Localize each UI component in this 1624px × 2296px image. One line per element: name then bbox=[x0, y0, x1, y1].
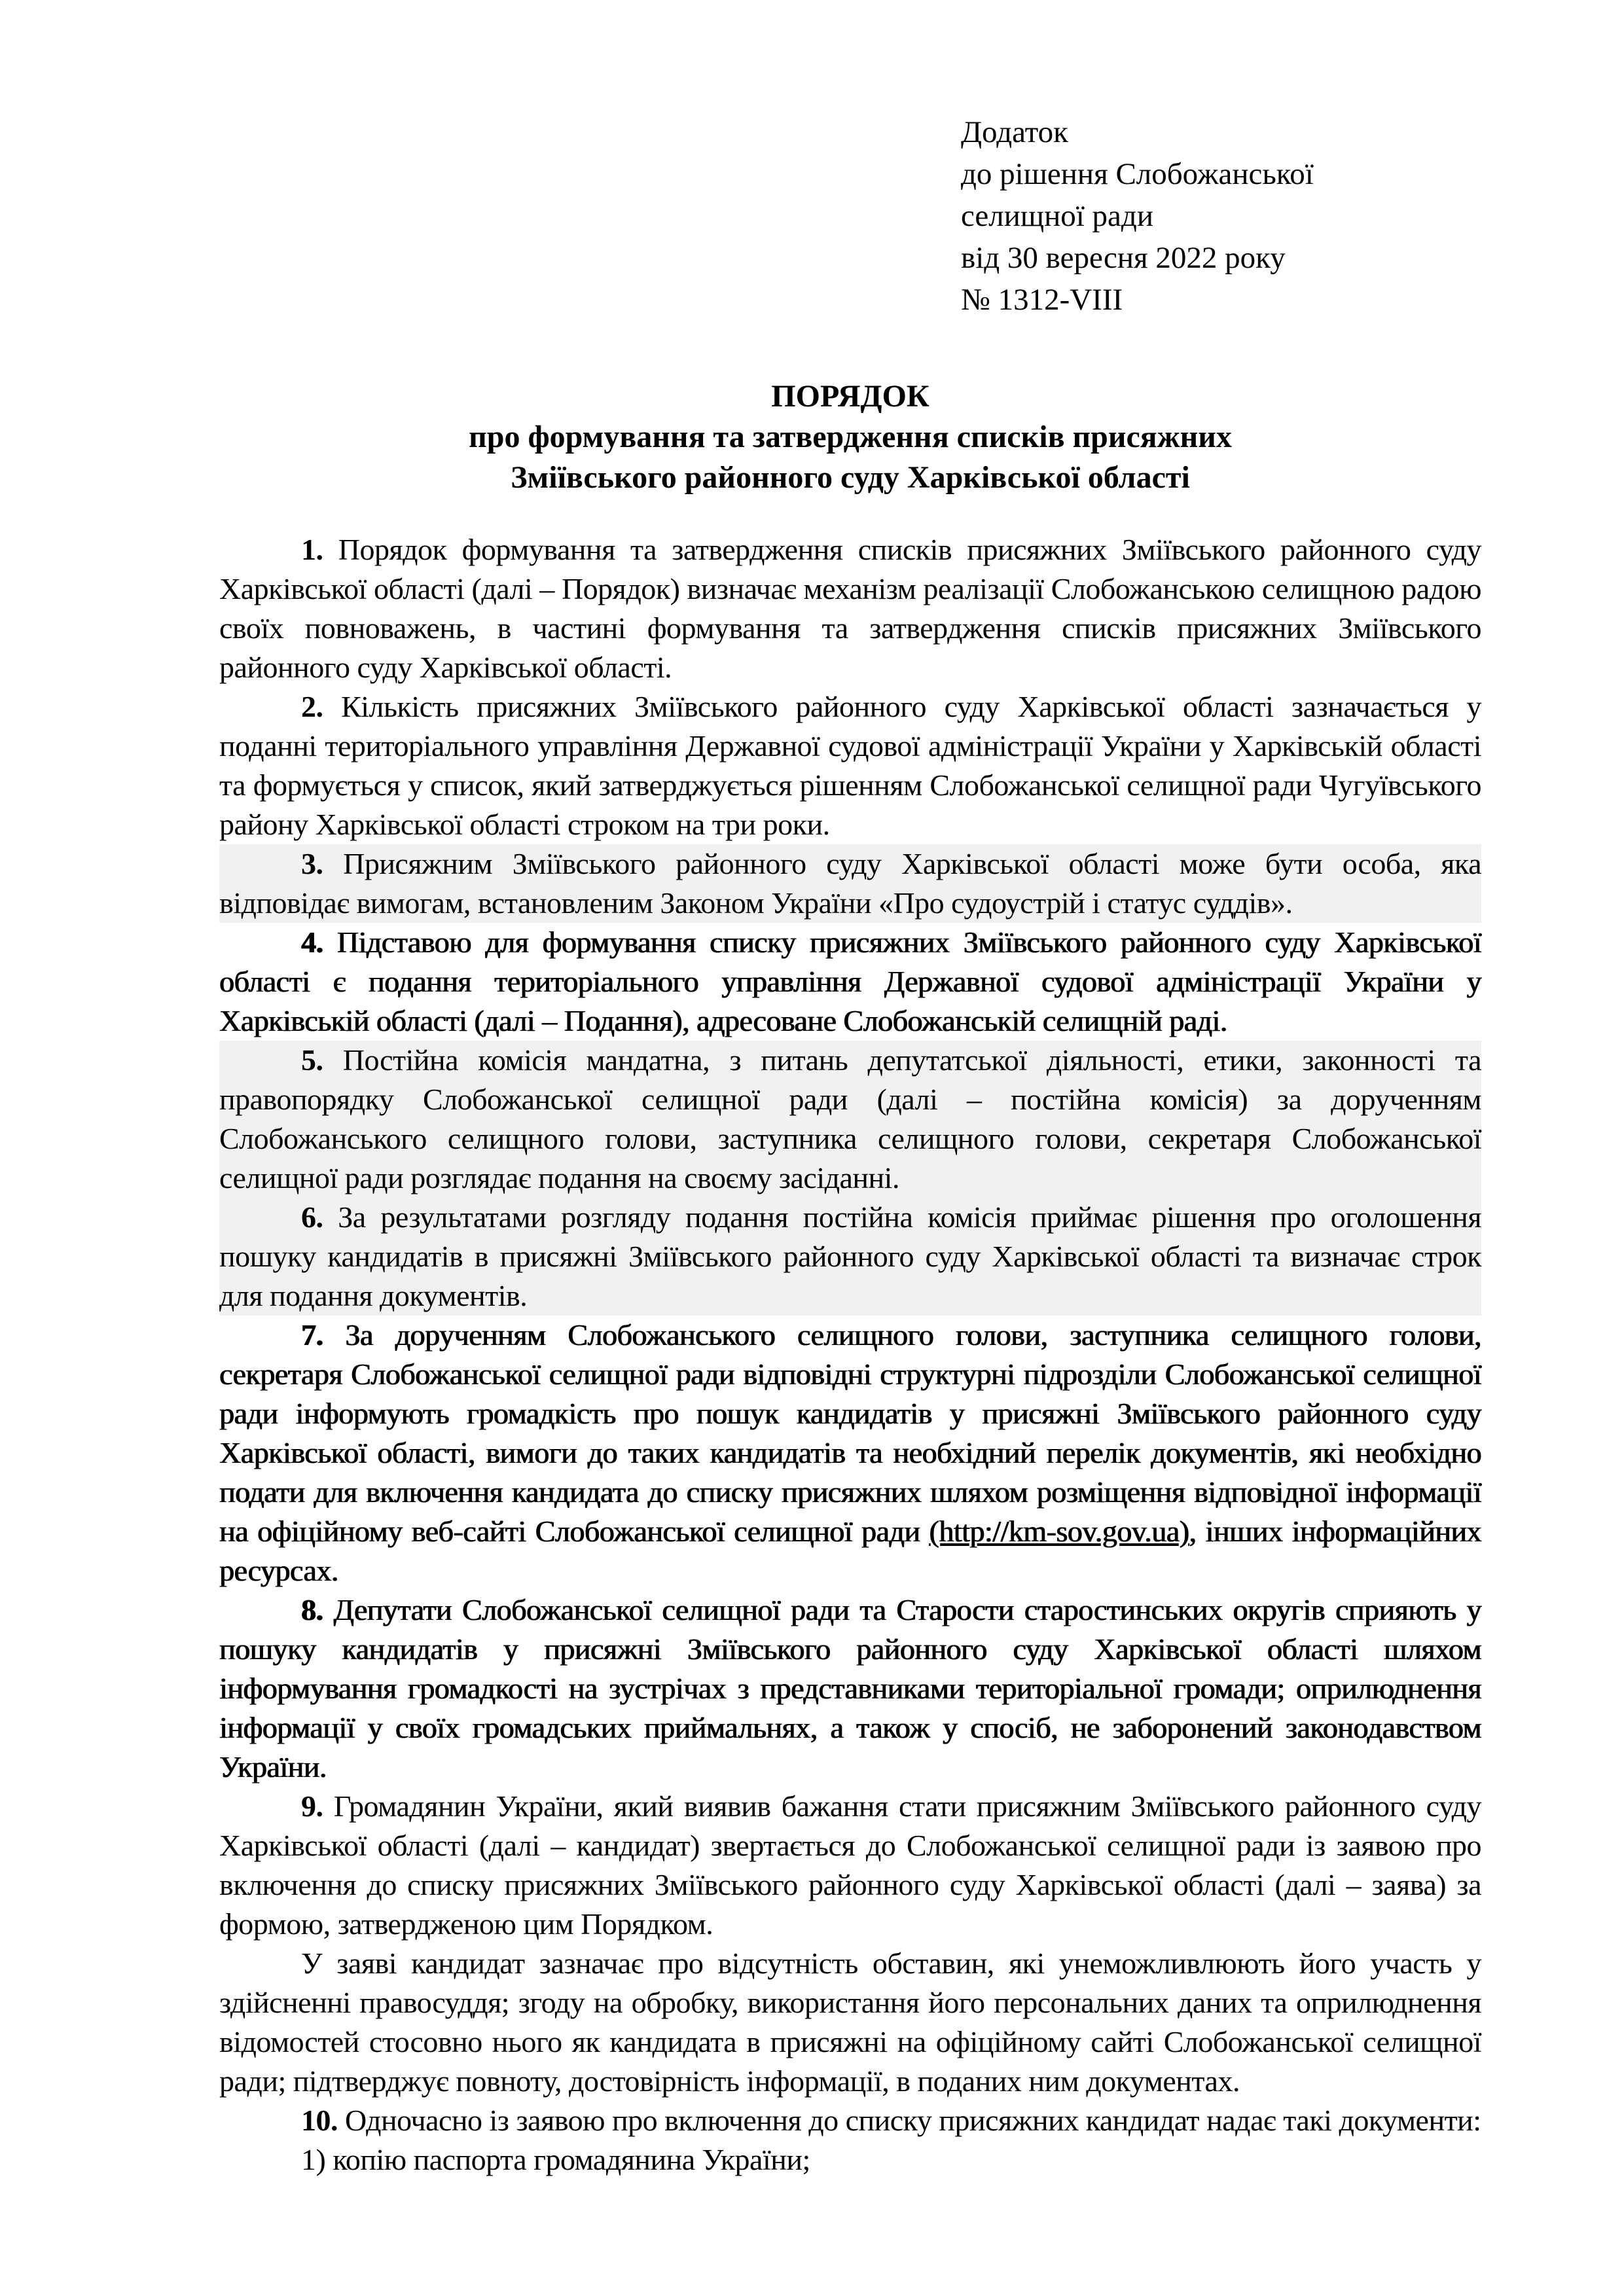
paragraph-10 bbox=[219, 2101, 1481, 2140]
paragraph-4 bbox=[219, 923, 1481, 1041]
paragraph-number: 8. bbox=[301, 1593, 323, 1626]
paragraph-number: 2. bbox=[301, 690, 323, 723]
document-body bbox=[219, 530, 1481, 2179]
paragraph-5 bbox=[219, 1041, 1481, 1198]
paragraph-number: 10. bbox=[301, 2104, 338, 2137]
appendix-line: селищної ради bbox=[961, 199, 1153, 233]
paragraph-text: За результатами розгляду подання постійна комісія приймає рішення про оголошення пошуку кандидатів в присяжні Зміївського районного суду Харківської області та визначає строк для подання документів. bbox=[219, 1200, 1481, 1312]
appendix-line: № 1312-VIII bbox=[961, 283, 1123, 317]
appendix-line: Додаток bbox=[961, 115, 1069, 149]
paragraph-text: За дорученням Слобожанського селищного голови, заступника селищного голови, секретаря Слобожанської селищної ради відповідні структурні підрозділи Слобожанської селищної ради інформують громадкість про пошук кандидатів у присяжні Зміївського районного суду Харківської області, вимоги до таких кандидатів та необхідний перелік документів, які необхідно подати для включення кандидата до списку присяжних шляхом розміщення відповідної інформації на офіційному веб-сайті Слобожанської селищної ради bbox=[219, 1318, 1481, 1548]
paragraph-text: Одночасно із заявою про включення до списку присяжних кандидат надає такі документи: bbox=[338, 2104, 1481, 2137]
appendix-line: до рішення Слобожанської bbox=[961, 157, 1314, 191]
paragraph-9 bbox=[219, 1787, 1481, 1944]
paragraph-3 bbox=[219, 844, 1481, 923]
appendix-block bbox=[961, 111, 1314, 321]
paragraph-number: 6. bbox=[301, 1200, 323, 1234]
paragraph-8 bbox=[219, 1590, 1481, 1787]
paragraph-number: 9. bbox=[301, 1789, 323, 1823]
paragraph-text: Депутати Слобожанської селищної ради та Старости старостинських округів сприяють у пошуку кандидатів у присяжні Зміївського районного суду Харківської області шляхом інформування громадкості на зустрічах з представниками територіальної громади; оприлюднення інформації у своїх громадських приймальнях, а також у спосіб, не заборонений законодавством України. bbox=[219, 1593, 1481, 1784]
paragraph-text: Кількість присяжних Зміївського районного суду Харківської області зазначається у поданні територіального управління Державної судової адміністрації України у Харківській області та формується у список, який затверджується рішенням Слобожанської селищної ради Чугуївського району Харківської області строком на три роки. bbox=[219, 690, 1481, 841]
paragraph-2 bbox=[219, 687, 1481, 844]
paragraph-text: У заяві кандидат зазначає про відсутність обставин, які унеможливлюють його участь у здійсненні правосуддя; згоду на обробку, використання його персональних даних та оприлюднення відомостей стосовно нього як кандидата в присяжні на офіційному сайті Слобожанської селищної ради; підтверджує повноту, достовірність інформації, в поданих ним документах. bbox=[219, 1946, 1481, 2098]
document-title bbox=[219, 376, 1481, 498]
paragraph-text: Підставою для формування списку присяжних Зміївського районного суду Харківської області є подання територіального управління Державної судової адміністрації України у Харківській області (далі – Подання), адресоване Слобожанській селищній раді. bbox=[219, 925, 1481, 1037]
paragraph-number: 3. bbox=[301, 847, 323, 880]
paragraph-text: , інших інформаційних ресурсах. bbox=[219, 1515, 1481, 1587]
document-title-line: Зміївського районного суду Харківської області bbox=[511, 460, 1190, 495]
paragraph-number: 1. bbox=[301, 533, 323, 566]
paragraph-10-1 bbox=[219, 2140, 1481, 2179]
appendix-line: від 30 вересня 2022 року bbox=[961, 241, 1286, 275]
paragraph-text: 1) копію паспорта громадянина України; bbox=[301, 2143, 810, 2176]
paragraph-9a bbox=[219, 1944, 1481, 2101]
paragraph-number: 4. bbox=[301, 925, 323, 959]
website-link: (http://km-sov.gov.ua) bbox=[929, 1515, 1189, 1548]
paragraph-6 bbox=[219, 1198, 1481, 1316]
document-title-line: ПОРЯДОК bbox=[771, 379, 929, 414]
document-title-line: про формування та затвердження списків присяжних bbox=[469, 420, 1232, 454]
paragraph-1 bbox=[219, 530, 1481, 687]
paragraph-text: Громадянин України, який виявив бажання стати присяжним Зміївського районного суду Харківської області (далі – кандидат) звертається до Слобожанської селищної ради із заявою про включення до списку присяжних Зміївського районного суду Харківської області (далі – заява) за формою, затвердженою цим Порядком. bbox=[219, 1789, 1481, 1941]
paragraph-7 bbox=[219, 1316, 1481, 1590]
paragraph-text: Постійна комісія мандатна, з питань депутатської діяльності, етики, законності та правопорядку Слобожанської селищної ради (далі – постійна комісія) за дорученням Слобожанського селищного голови, заступника селищного голови, секретаря Слобожанської селищної ради розглядає подання на своєму засіданні. bbox=[219, 1043, 1481, 1194]
paragraph-number: 7. bbox=[301, 1318, 323, 1352]
paragraph-text: Присяжним Зміївського районного суду Харківської області може бути особа, яка відповідає вимогам, встановленим Законом України «Про судоустрій і статус суддів». bbox=[219, 847, 1481, 920]
paragraph-number: 5. bbox=[301, 1043, 323, 1077]
paragraph-text: Порядок формування та затвердження списків присяжних Зміївського районного суду Харківської області (далі – Порядок) визначає механізм реалізації Слобожанською селищною радою своїх повноважень, в частині формування та затвердження списків присяжних Зміївського районного суду Харківської області. bbox=[219, 533, 1481, 684]
